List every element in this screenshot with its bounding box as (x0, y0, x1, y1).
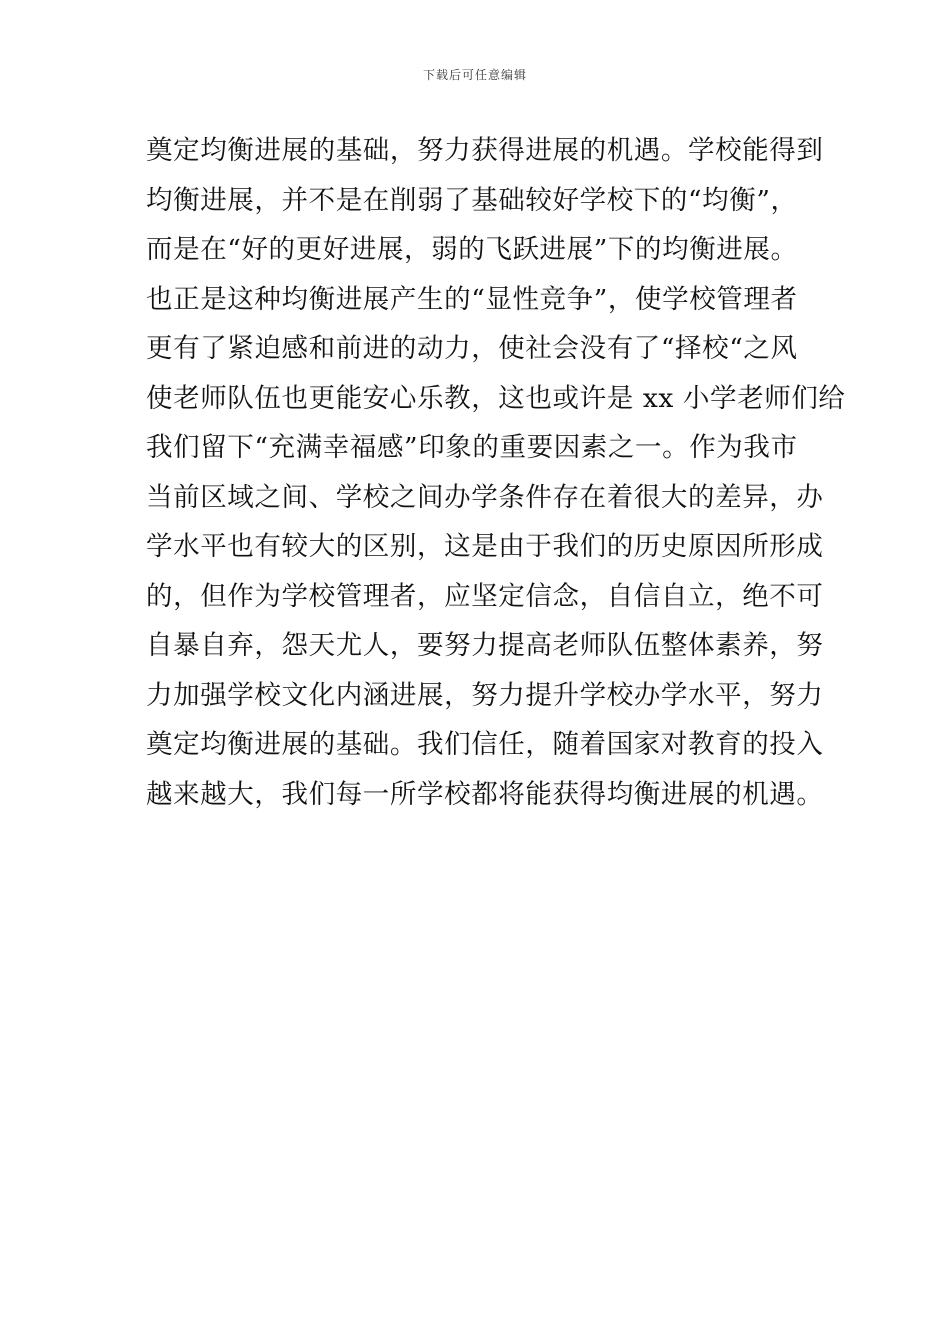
text-line: 奠定均衡进展的基础，努力获得进展的机遇。学校能得到 (146, 135, 824, 166)
text-line: 越来越大，我们每一所学校都将能获得均衡进展的机遇。 (146, 778, 824, 810)
text-line: 奠定均衡进展的基础。我们信任，随着国家对教育的投入 (146, 729, 824, 760)
text-line: 我们留下“充满幸福感”印象的重要因素之一。作为我市 (146, 432, 798, 463)
text-line: 更有了紧迫感和前进的动力，使社会没有了“择校“之风 (146, 333, 798, 364)
text-line: 而是在“好的更好进展，弱的飞跃进展”下的均衡进展。 (146, 234, 798, 265)
text-line: 学水平也有较大的区别，这是由于我们的历史原因所形成 (146, 531, 824, 562)
text-line: 的，但作为学校管理者，应坚定信念，自信自立，绝不可 (146, 580, 824, 612)
body-paragraph (146, 126, 846, 819)
text-line: 自暴自弃，怨天尤人，要努力提高老师队伍整体素养，努 (146, 630, 824, 661)
header-note: 下载后可任意编辑 (422, 68, 527, 82)
text-line: 也正是这种均衡进展产生的“显性竞争”，使学校管理者 (146, 283, 798, 315)
text-line: 均衡进展，并不是在削弱了基础较好学校下的“均衡”， (146, 184, 798, 216)
text-line: 使老师队伍也更能安心乐教，这也或许是 xx 小学老师们给 (146, 382, 846, 414)
text-line: 力加强学校文化内涵进展，努力提升学校办学水平，努力 (146, 679, 824, 711)
text-line: 当前区域之间、学校之间办学条件存在着很大的差异，办 (146, 481, 824, 513)
